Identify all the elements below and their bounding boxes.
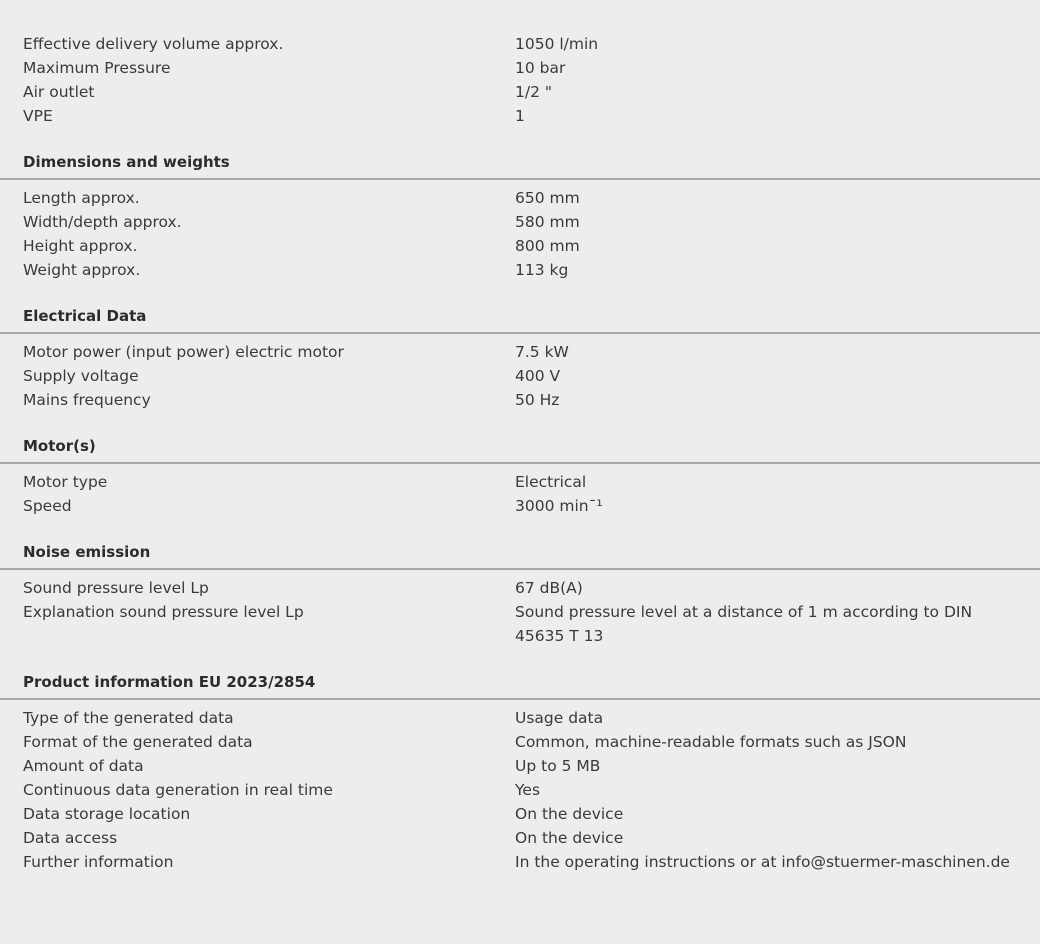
section-general — [0, 32, 1040, 128]
spec-row — [0, 600, 1040, 648]
spec-value: 800 mm — [515, 237, 580, 255]
spec-row — [0, 754, 1040, 778]
spec-label: Height approx. — [23, 237, 138, 255]
spec-value: In the operating instructions or at info@stuermer-maschinen.de — [515, 853, 1010, 871]
spec-value: 650 mm — [515, 189, 580, 207]
spec-label: Supply voltage — [23, 367, 139, 385]
section-electrical — [0, 282, 1040, 412]
spec-row — [0, 234, 1040, 258]
spec-label: Data access — [23, 829, 118, 847]
spec-row — [0, 730, 1040, 754]
spec-label: Explanation sound pressure level Lp — [23, 603, 304, 621]
section-title: Electrical Data — [23, 307, 147, 325]
spec-row — [0, 210, 1040, 234]
technical-data-sheet — [0, 32, 1040, 874]
section-title: Motor(s) — [23, 437, 96, 455]
spec-value: Common, machine-readable formats such as JSON — [515, 733, 907, 751]
spec-value: 3000 min¯¹ — [515, 497, 603, 515]
spec-row — [0, 186, 1040, 210]
section-motors — [0, 412, 1040, 518]
spec-row — [0, 826, 1040, 850]
spec-row — [0, 778, 1040, 802]
spec-label: Motor type — [23, 473, 108, 491]
spec-row — [0, 104, 1040, 128]
spec-label: Type of the generated data — [23, 709, 234, 727]
spec-value: 1 — [515, 107, 525, 125]
spec-value: 580 mm — [515, 213, 580, 231]
spec-label: Speed — [23, 497, 72, 515]
spec-value: 1/2 " — [515, 83, 553, 101]
spec-label: Sound pressure level Lp — [23, 579, 209, 597]
spec-row — [0, 80, 1040, 104]
spec-value: On the device — [515, 829, 624, 847]
section-title: Noise emission — [23, 543, 151, 561]
spec-row — [0, 340, 1040, 364]
spec-value: Sound pressure level at a distance of 1 m according to DIN 45635 T 13 — [515, 603, 973, 645]
spec-row — [0, 576, 1040, 600]
section-heading — [0, 518, 1040, 570]
spec-label: Format of the generated data — [23, 733, 253, 751]
spec-label: Length approx. — [23, 189, 140, 207]
spec-label: Air outlet — [23, 83, 95, 101]
spec-value: 1050 l/min — [515, 35, 599, 53]
spec-label: Data storage location — [23, 805, 191, 823]
spec-row — [0, 850, 1040, 874]
spec-row — [0, 364, 1040, 388]
spec-value: 113 kg — [515, 261, 569, 279]
spec-label: Width/depth approx. — [23, 213, 182, 231]
spec-label: Maximum Pressure — [23, 59, 171, 77]
spec-label: Mains frequency — [23, 391, 151, 409]
section-dimensions — [0, 128, 1040, 282]
spec-value: 10 bar — [515, 59, 566, 77]
section-heading — [0, 648, 1040, 700]
spec-value: 50 Hz — [515, 391, 560, 409]
spec-value: On the device — [515, 805, 624, 823]
section-eu-information — [0, 648, 1040, 874]
spec-row — [0, 706, 1040, 730]
section-noise — [0, 518, 1040, 648]
section-heading — [0, 282, 1040, 334]
spec-label: Further information — [23, 853, 174, 871]
spec-label: Effective delivery volume approx. — [23, 35, 284, 53]
spec-row — [0, 258, 1040, 282]
section-heading — [0, 412, 1040, 464]
spec-value: Up to 5 MB — [515, 757, 601, 775]
spec-label: Continuous data generation in real time — [23, 781, 333, 799]
spec-row — [0, 494, 1040, 518]
spec-value: Usage data — [515, 709, 604, 727]
spec-label: Motor power (input power) electric motor — [23, 343, 344, 361]
section-heading — [0, 128, 1040, 180]
spec-row — [0, 388, 1040, 412]
spec-value: Yes — [515, 781, 541, 799]
spec-label: Amount of data — [23, 757, 144, 775]
spec-row — [0, 470, 1040, 494]
spec-value: 400 V — [515, 367, 561, 385]
spec-row — [0, 56, 1040, 80]
spec-label: VPE — [23, 107, 53, 125]
spec-row — [0, 32, 1040, 56]
spec-value: 7.5 kW — [515, 343, 569, 361]
section-title: Product information EU 2023/2854 — [23, 673, 316, 691]
spec-row — [0, 802, 1040, 826]
section-title: Dimensions and weights — [23, 153, 230, 171]
spec-value: 67 dB(A) — [515, 579, 583, 597]
spec-value: Electrical — [515, 473, 587, 491]
spec-label: Weight approx. — [23, 261, 141, 279]
